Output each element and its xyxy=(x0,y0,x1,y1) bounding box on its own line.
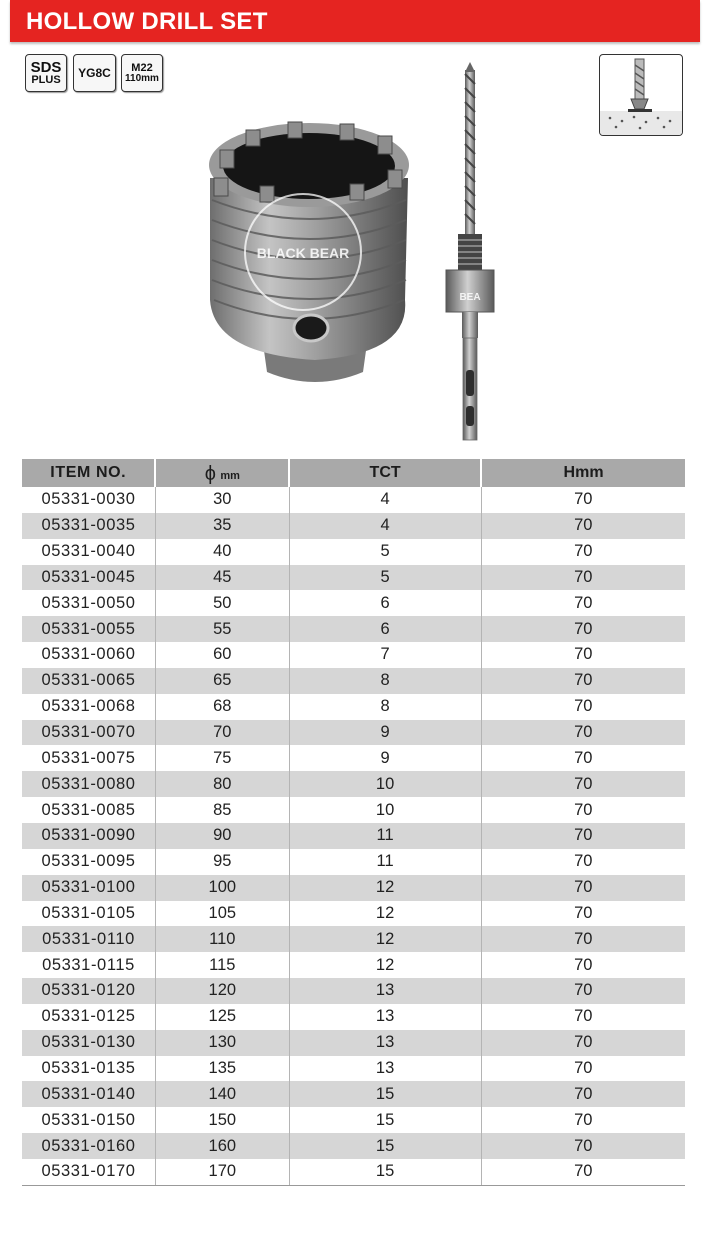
table-row xyxy=(22,1107,685,1133)
tct-cell: 5 xyxy=(289,565,481,591)
table-row xyxy=(22,487,685,513)
item-no-cell: 05331-0085 xyxy=(22,797,155,823)
tct-cell: 12 xyxy=(289,875,481,901)
diameter-cell: 35 xyxy=(155,513,289,539)
item-no-cell: 05331-0030 xyxy=(22,487,155,513)
carbide-grade-badge xyxy=(73,54,116,92)
table-row xyxy=(22,1081,685,1107)
table-row xyxy=(22,978,685,1004)
item-no-cell: 05331-0100 xyxy=(22,875,155,901)
table-row xyxy=(22,823,685,849)
diameter-cell: 110 xyxy=(155,926,289,952)
diameter-cell: 75 xyxy=(155,745,289,771)
table-row xyxy=(22,875,685,901)
tct-cell: 13 xyxy=(289,1030,481,1056)
table-row xyxy=(22,745,685,771)
tct-cell: 15 xyxy=(289,1107,481,1133)
table-row xyxy=(22,616,685,642)
table-row xyxy=(22,565,685,591)
item-no-cell: 05331-0150 xyxy=(22,1107,155,1133)
diameter-cell: 105 xyxy=(155,901,289,927)
height-cell: 70 xyxy=(574,542,593,561)
diameter-cell: 170 xyxy=(155,1159,289,1185)
item-no-cell: 05331-0068 xyxy=(22,694,155,720)
thread-spec-badge xyxy=(121,54,163,92)
height-cell: 70 xyxy=(481,1159,685,1185)
table-row xyxy=(22,590,685,616)
diameter-cell: 40 xyxy=(155,539,289,565)
table-row xyxy=(22,642,685,668)
item-no-cell: 05331-0060 xyxy=(22,642,155,668)
core-bit xyxy=(209,122,409,382)
height-cell: 70 xyxy=(481,823,685,849)
item-no-cell: 05331-0080 xyxy=(22,771,155,797)
item-no-cell: 05331-0065 xyxy=(22,668,155,694)
item-no-cell: 05331-0160 xyxy=(22,1133,155,1159)
tct-cell: 13 xyxy=(289,1004,481,1030)
diameter-cell: 130 xyxy=(155,1030,289,1056)
thread-badge-line1: M22 xyxy=(131,61,153,74)
height-cell: 70 xyxy=(481,1133,685,1159)
height-cell: 70 xyxy=(574,697,593,716)
height-cell: 70 xyxy=(481,978,685,1004)
watermark-text: BLACK BEAR xyxy=(256,245,350,261)
height-cell: 70 xyxy=(481,668,685,694)
title-banner xyxy=(10,0,700,42)
diameter-unit: mm xyxy=(220,469,240,482)
sds-badge-line1: SDS xyxy=(30,59,62,76)
tct-cell: 11 xyxy=(289,849,481,875)
tct-cell: 8 xyxy=(289,668,481,694)
diameter-cell: 55 xyxy=(155,616,289,642)
height-cell: 70 xyxy=(574,1007,593,1026)
diameter-cell: 80 xyxy=(155,771,289,797)
table-row xyxy=(22,849,685,875)
height-cell: 70 xyxy=(574,645,593,664)
table-row xyxy=(22,1056,685,1082)
diameter-cell: 135 xyxy=(155,1056,289,1082)
tct-cell: 10 xyxy=(289,797,481,823)
tct-cell: 12 xyxy=(289,952,481,978)
table-row xyxy=(22,797,685,823)
height-cell: 70 xyxy=(574,1110,593,1129)
table-row xyxy=(22,539,685,565)
height-cell: 70 xyxy=(574,490,593,509)
tct-cell: 5 xyxy=(289,539,481,565)
table-row xyxy=(22,694,685,720)
item-no-cell: 05331-0090 xyxy=(22,823,155,849)
table-row xyxy=(22,513,685,539)
height-cell: 70 xyxy=(574,903,593,922)
diameter-cell: 60 xyxy=(155,642,289,668)
table-row xyxy=(22,1159,685,1185)
tct-cell: 7 xyxy=(289,642,481,668)
diameter-cell: 100 xyxy=(155,875,289,901)
item-no-cell: 05331-0045 xyxy=(22,565,155,591)
diameter-cell: 125 xyxy=(155,1004,289,1030)
table-row xyxy=(22,901,685,927)
height-cell: 70 xyxy=(481,1030,685,1056)
header-diameter xyxy=(155,459,289,487)
item-no-cell: 05331-0120 xyxy=(22,978,155,1004)
tct-cell: 9 xyxy=(289,745,481,771)
diameter-cell: 70 xyxy=(155,720,289,746)
tct-cell: 11 xyxy=(289,823,481,849)
tct-cell: 12 xyxy=(289,901,481,927)
specification-table xyxy=(22,459,685,1186)
diameter-cell: 30 xyxy=(155,487,289,513)
item-no-cell: 05331-0075 xyxy=(22,745,155,771)
tct-cell: 10 xyxy=(289,771,481,797)
table-row xyxy=(22,720,685,746)
tct-cell: 4 xyxy=(289,513,481,539)
table-row xyxy=(22,668,685,694)
height-cell: 70 xyxy=(574,800,593,819)
height-cell: 70 xyxy=(574,852,593,871)
item-no-cell: 05331-0040 xyxy=(22,539,155,565)
height-cell: 70 xyxy=(481,926,685,952)
tct-cell: 12 xyxy=(289,926,481,952)
table-row xyxy=(22,771,685,797)
tct-cell: 15 xyxy=(289,1133,481,1159)
diameter-cell: 65 xyxy=(155,668,289,694)
item-no-cell: 05331-0125 xyxy=(22,1004,155,1030)
item-no-cell: 05331-0140 xyxy=(22,1081,155,1107)
height-cell: 70 xyxy=(481,1081,685,1107)
height-cell: 70 xyxy=(481,565,685,591)
product-illustration xyxy=(200,60,520,450)
item-no-cell: 05331-0055 xyxy=(22,616,155,642)
tct-cell: 6 xyxy=(289,590,481,616)
carbide-badge-text: YG8C xyxy=(78,66,111,80)
table-row xyxy=(22,926,685,952)
item-no-cell: 05331-0115 xyxy=(22,952,155,978)
tct-cell: 4 xyxy=(289,487,481,513)
drilling-into-concrete-icon xyxy=(599,54,683,136)
height-cell: 70 xyxy=(481,771,685,797)
height-cell: 70 xyxy=(481,720,685,746)
height-cell: 70 xyxy=(574,748,593,767)
header-height: Hmm xyxy=(481,459,685,487)
diameter-cell: 150 xyxy=(155,1107,289,1133)
item-no-cell: 05331-0035 xyxy=(22,513,155,539)
item-no-cell: 05331-0095 xyxy=(22,849,155,875)
sds-adapter xyxy=(446,62,494,440)
page-title: HOLLOW DRILL SET xyxy=(26,8,268,35)
item-no-cell: 05331-0130 xyxy=(22,1030,155,1056)
diameter-cell: 120 xyxy=(155,978,289,1004)
diameter-cell: 50 xyxy=(155,590,289,616)
sds-plus-badge xyxy=(25,54,67,92)
diameter-cell: 140 xyxy=(155,1081,289,1107)
tct-cell: 15 xyxy=(289,1081,481,1107)
diameter-cell: 85 xyxy=(155,797,289,823)
height-cell: 70 xyxy=(574,955,593,974)
diameter-cell: 68 xyxy=(155,694,289,720)
table-row xyxy=(22,1030,685,1056)
diameter-cell: 90 xyxy=(155,823,289,849)
item-no-cell: 05331-0135 xyxy=(22,1056,155,1082)
diameter-symbol: ϕ xyxy=(204,462,216,485)
thread-badge-line2: 110mm xyxy=(125,72,159,84)
height-cell: 70 xyxy=(481,616,685,642)
table-header-row xyxy=(22,459,685,487)
table-row xyxy=(22,1004,685,1030)
height-cell: 70 xyxy=(481,513,685,539)
height-cell: 70 xyxy=(574,593,593,612)
height-cell: 70 xyxy=(481,875,685,901)
tct-cell: 9 xyxy=(289,720,481,746)
height-cell: 70 xyxy=(574,1058,593,1077)
tct-cell: 13 xyxy=(289,978,481,1004)
tct-cell: 13 xyxy=(289,1056,481,1082)
tct-cell: 15 xyxy=(289,1159,481,1185)
item-no-cell: 05331-0105 xyxy=(22,901,155,927)
item-no-cell: 05331-0110 xyxy=(22,926,155,952)
header-tct: TCT xyxy=(289,459,481,487)
diameter-cell: 115 xyxy=(155,952,289,978)
adapter-watermark-text: BEA xyxy=(459,292,481,303)
tct-cell: 6 xyxy=(289,616,481,642)
item-no-cell: 05331-0050 xyxy=(22,590,155,616)
tct-cell: 8 xyxy=(289,694,481,720)
diameter-cell: 45 xyxy=(155,565,289,591)
sds-badge-line2: PLUS xyxy=(31,74,61,86)
table-row xyxy=(22,1133,685,1159)
table-row xyxy=(22,952,685,978)
diameter-cell: 95 xyxy=(155,849,289,875)
item-no-cell: 05331-0070 xyxy=(22,720,155,746)
diameter-cell: 160 xyxy=(155,1133,289,1159)
item-no-cell: 05331-0170 xyxy=(22,1159,155,1185)
header-item-no: ITEM NO. xyxy=(22,459,155,487)
